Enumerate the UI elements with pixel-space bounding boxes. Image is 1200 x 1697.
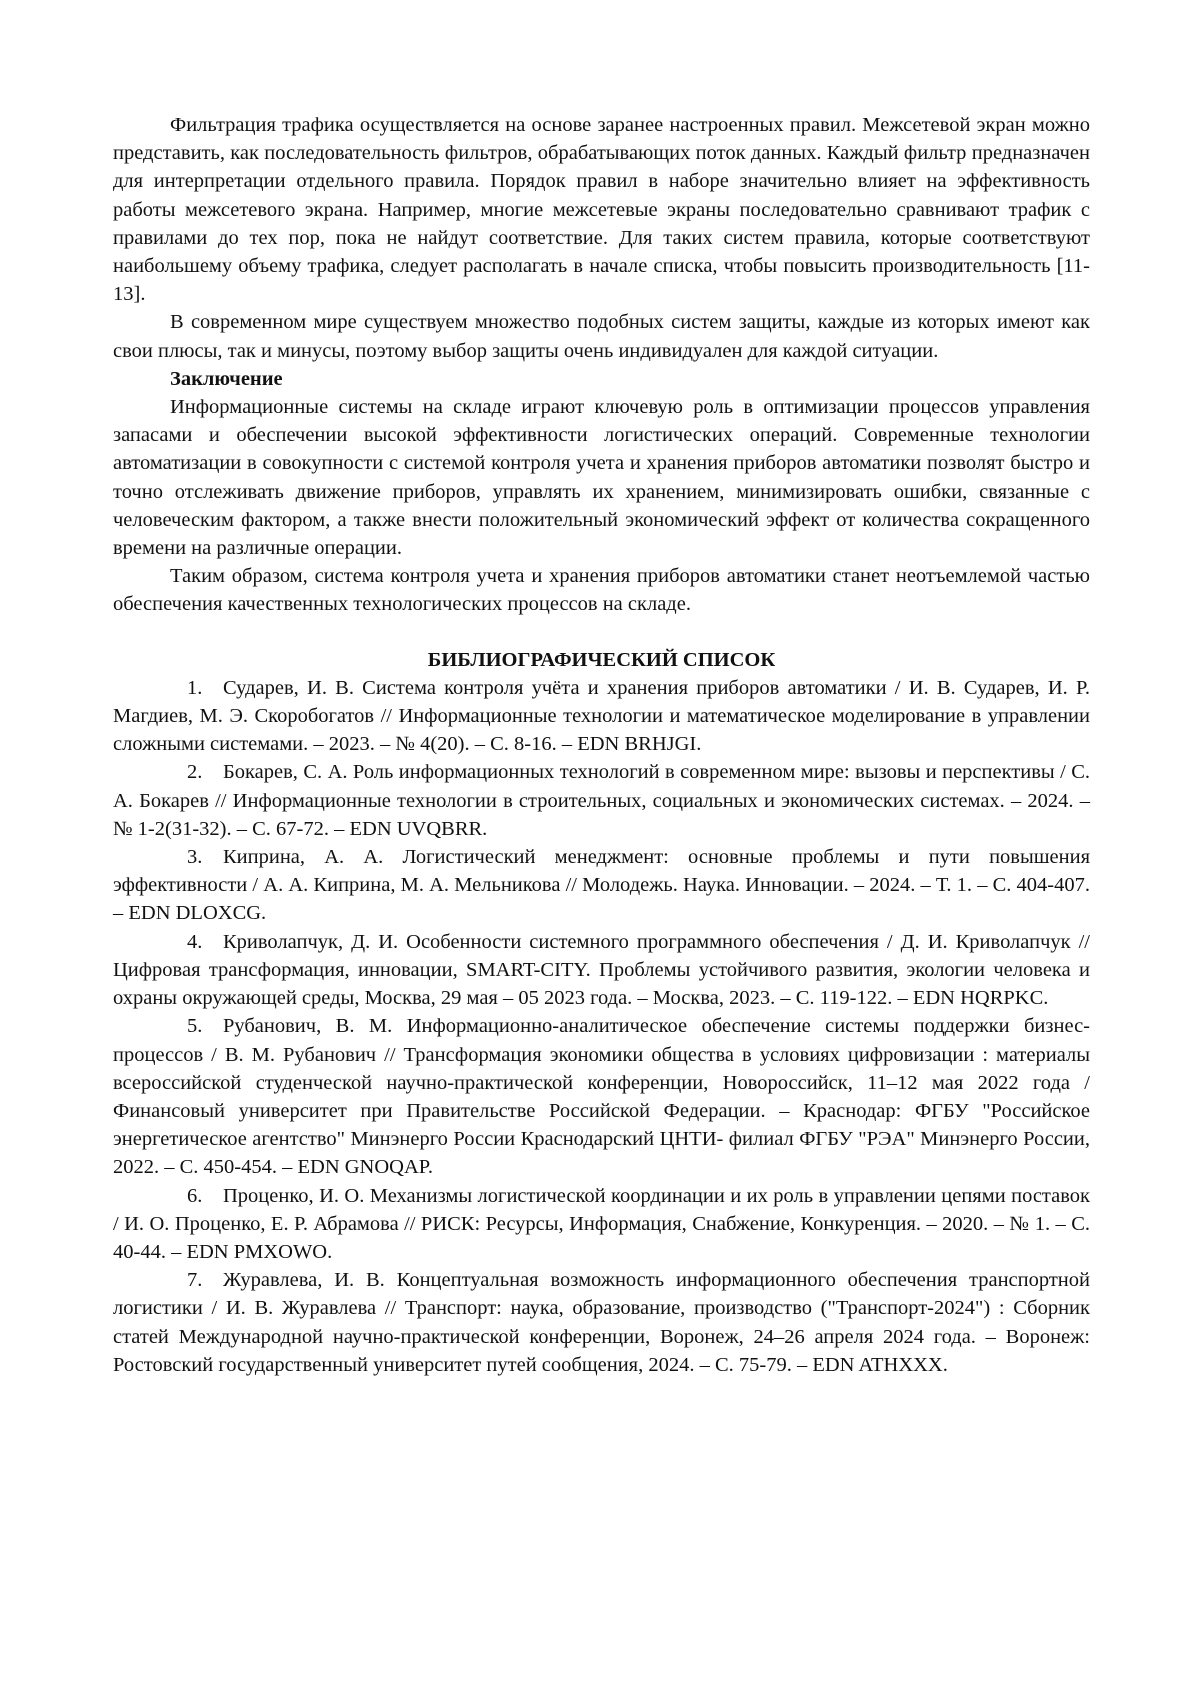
bibliography-item-text: Криволапчук, Д. И. Особенности системного программного обеспечения / Д. И. Криволапчук // Цифровая трансформация, инновации, SMART-CITY. Проблемы устойчивого развития, экологии человека и охраны окружающей среды, Москва, 29 мая – 05 2023 года. – Москва, 2023. – С. 119-122. – EDN HQRPKC. bbox=[113, 930, 1090, 1010]
body-paragraph: В современном мире существуем множество подобных систем защиты, каждые из которых имеют как свои плюсы, так и минусы, поэтому выбор защиты очень индивидуален для каждой ситуации. bbox=[113, 311, 1090, 362]
bibliography-item-text: Проценко, И. О. Механизмы логистической координации и их роль в управлении цепями поставок / И. О. Проценко, Е. Р. Абрамова // РИСК: Ресурсы, Информация, Снабжение, Конкуренция. – 2020. – № 1. – С. 40-44. – EDN PMXOWO. bbox=[113, 1184, 1090, 1263]
bibliography-item-text: Сударев, И. В. Система контроля учёта и хранения приборов автоматики / И. В. Сударев, И. Р. Магдиев, М. Э. Скоробогатов // Информационные технологии и математическое моделирование в управлении сложными системами. – 2023. – № 4(20). – С. 8-16. – EDN BRHJGI. bbox=[113, 676, 1090, 756]
bibliography-item-text: Бокарев, С. А. Роль информационных технологий в современном мире: вызовы и перспективы / С. А. Бокарев // Информационные технологии в строительных, социальных и экономических системах. – 2024. – № 1-2(31-32). – С. 67-72. – EDN UVQBRR. bbox=[113, 761, 1090, 840]
bibliography-item-number: 7. bbox=[187, 1269, 203, 1292]
bibliography-item-text: Рубанович, В. М. Информационно-аналитическое обеспечение системы поддержки бизнес-процессов / В. М. Рубанович // Трансформация экономики общества в условиях цифровизации : материалы всероссийской студенческой научно-практической конференции, Новороссийск, 11–12 мая 2022 года / Финансовый университет при Правительстве Российской Федерации. – Краснодар: ФГБУ "Российское энергетическое агентство" Минэнерго России Краснодарский ЦНТИ- филиал ФГБУ "РЭА" Минэнерго России, 2022. – С. 450-454. – EDN GNOQAP. bbox=[113, 1015, 1090, 1179]
bibliography-item bbox=[113, 758, 1090, 843]
document-page bbox=[113, 111, 1090, 1379]
bibliography-list bbox=[113, 674, 1090, 1379]
bibliography-item-number: 2. bbox=[187, 761, 203, 784]
bibliography-item-number: 5. bbox=[187, 1015, 203, 1038]
bibliography-title: БИБЛИОГРАФИЧЕСКИЙ СПИСОК bbox=[427, 648, 776, 671]
bibliography-item bbox=[113, 1182, 1090, 1267]
bibliography-item bbox=[113, 1012, 1090, 1181]
conclusion-heading: Заключение bbox=[170, 367, 283, 390]
bibliography-item bbox=[113, 674, 1090, 759]
bibliography-item-text: Киприна, А. А. Логистический менеджмент: основные проблемы и пути повышения эффективности / А. А. Киприна, М. А. Мельникова // Молодежь. Наука. Инновации. – 2024. – Т. 1. – С. 404-407. – EDN DLOXCG. bbox=[113, 846, 1090, 925]
bibliography-item-number: 6. bbox=[187, 1184, 203, 1207]
body-paragraph: Фильтрация трафика осуществляется на основе заранее настроенных правил. Межсетевой экран можно представить, как последовательность фильтров, обрабатывающих поток данных. Каждый фильтр предназначен для интерпретации отдельного правила. Порядок правил в наборе значительно влияет на эффективность работы межсетевого экрана. Например, многие межсетевые экраны последовательно сравнивают трафик с правилами до тех пор, пока не найдут соответствие. Для таких систем правила, которые соответствуют наибольшему объему трафика, следует располагать в начале списка, чтобы повысить производительность [11-13]. bbox=[113, 114, 1090, 306]
conclusion-paragraph: Таким образом, система контроля учета и хранения приборов автоматики станет неотъемлемой частью обеспечения качественных технологических процессов на складе. bbox=[113, 565, 1090, 616]
bibliography-item-number: 3. bbox=[187, 846, 203, 869]
bibliography-item-number: 4. bbox=[187, 930, 203, 953]
bibliography-item-number: 1. bbox=[187, 676, 203, 699]
bibliography-item-text: Журавлева, И. В. Концептуальная возможность информационного обеспечения транспортной логистики / И. В. Журавлева // Транспорт: наука, образование, производство ("Транспорт-2024") : Сборник статей Международной научно-практической конференции, Воронеж, 24–26 апреля 2024 года. – Воронеж: Ростовский государственный университет путей сообщения, 2024. – С. 75-79. – EDN ATHXXX. bbox=[113, 1269, 1090, 1376]
bibliography-item bbox=[113, 843, 1090, 928]
bibliography-item bbox=[113, 928, 1090, 1013]
bibliography-item bbox=[113, 1266, 1090, 1379]
conclusion-paragraph: Информационные системы на складе играют ключевую роль в оптимизации процессов управления запасами и обеспечении высокой эффективности логистических операций. Современные технологии автоматизации в совокупности с системой контроля учета и хранения приборов автоматики позволят быстро и точно отслеживать движение приборов, управлять их хранением, минимизировать ошибки, связанные с человеческим фактором, а также внести положительный экономический эффект от количества сокращенного времени на различные операции. bbox=[113, 396, 1090, 560]
